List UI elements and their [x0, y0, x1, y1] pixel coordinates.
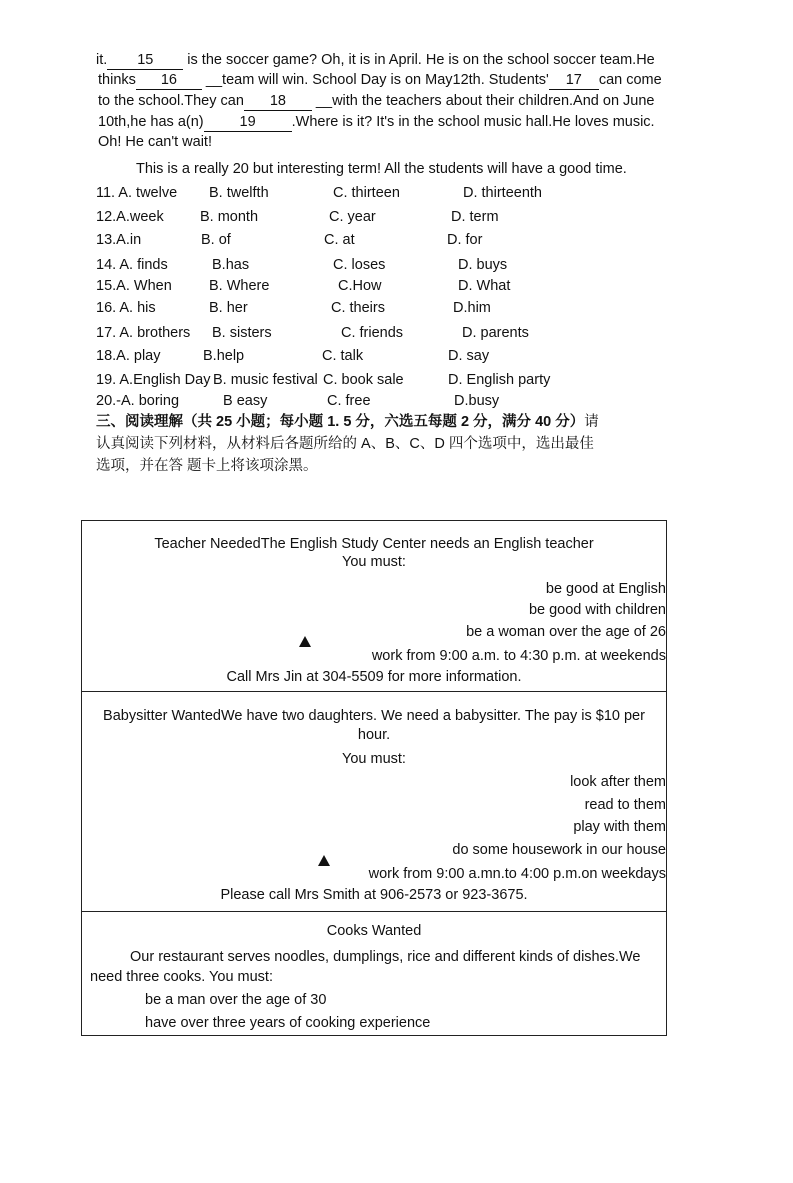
cooks-ad	[82, 912, 666, 1035]
question-option-c: C. year	[329, 209, 376, 225]
question-option-a: 14. A. finds	[96, 257, 168, 273]
question-option-d: D. for	[447, 232, 483, 248]
question-option-d: D. English party	[448, 372, 551, 388]
babysitter-req-1: look after them	[570, 774, 666, 790]
question-option-d: D. buys	[458, 257, 508, 273]
blank-17: 17	[549, 72, 599, 90]
passage-line-1	[96, 50, 655, 70]
bullet-triangle-icon	[318, 855, 330, 866]
cooks-ad-text: Our restaurant serves noodles, dumplings, rice and different kinds of dishes.We	[130, 949, 641, 965]
question-option-a: 16. A. his	[96, 300, 156, 316]
teacher-ad-call: Call Mrs Jin at 304-5509 for more information.	[226, 669, 522, 685]
question-option-b: B.help	[203, 348, 245, 364]
question-option-c: C. friends	[341, 325, 404, 341]
blank-19: 19	[204, 114, 292, 132]
teacher-ad	[82, 521, 666, 692]
passage-text: is the soccer game? Oh, it is in April. He is on the school soccer team.He	[183, 52, 655, 68]
passage-text: it.	[96, 52, 108, 68]
passage-text: __with the teachers about their children.And on June	[311, 93, 655, 109]
question-option-a: 19. A.English Day	[96, 372, 211, 388]
cooks-ad-title: Cooks Wanted	[326, 923, 422, 939]
question-option-a: 17. A. brothers	[96, 325, 191, 341]
teacher-req-3: be a woman over the age of 26	[466, 624, 666, 640]
question-option-c: C. talk	[322, 348, 364, 364]
babysitter-ad-title-2: hour.	[357, 727, 391, 743]
passage-text: to the school.They can	[98, 93, 244, 109]
section-3-title: 三、阅读理解（共 25 小题；每小题 1. 5 分，六选五每题 2 分，满分 40 分）	[96, 414, 585, 430]
teacher-req-2: be good with children	[528, 602, 666, 618]
question-option-d: D. term	[451, 209, 499, 225]
babysitter-req-5: work from 9:00 a.mn.to 4:00 p.m.on weekdays	[368, 866, 666, 882]
question-option-d: D. say	[448, 348, 490, 364]
question-option-d: D.busy	[454, 393, 500, 409]
question-option-c: C. theirs	[331, 300, 385, 316]
babysitter-ad	[82, 692, 666, 912]
cooks-ad-text-2: need three cooks. You must:	[90, 969, 273, 985]
teacher-ad-title: Teacher NeededThe English Study Center needs an English teacher	[154, 536, 594, 552]
cooks-req-2: have over three years of cooking experience	[145, 1015, 431, 1031]
passage-line-3	[98, 91, 655, 111]
question-option-b: B. twelfth	[209, 185, 269, 201]
question-option-a: 18.A. play	[96, 348, 161, 364]
question-option-b: B easy	[223, 393, 268, 409]
passage-line-5: Oh! He can't wait!	[98, 134, 212, 150]
cooks-req-1: be a man over the age of 30	[145, 992, 327, 1008]
question-option-a: 15.A. When	[96, 278, 172, 294]
passage-text: 10th,he has a(n)	[98, 114, 204, 130]
question-option-a: 11. A. twelve	[96, 185, 178, 201]
question-option-b: B. sisters	[212, 325, 272, 341]
question-option-c: C. free	[327, 393, 371, 409]
babysitter-ad-call: Please call Mrs Smith at 906-2573 or 923-3675.	[220, 887, 528, 903]
section-3-instructions	[96, 411, 686, 477]
question-option-d: D. parents	[462, 325, 529, 341]
teacher-req-1: be good at English	[545, 581, 666, 597]
question-option-b: B. her	[209, 300, 248, 316]
passage-line-4	[98, 112, 655, 132]
passage-line-2	[98, 70, 662, 90]
passage-text: can come	[598, 72, 662, 88]
question-option-d: D. What	[458, 278, 511, 294]
passage-text: .Where is it? It's in the school music hall.He loves music.	[291, 114, 655, 130]
question-option-c: C. at	[324, 232, 355, 248]
passage-text: __team will win. School Day is on May12th. Students'	[201, 72, 549, 88]
question-option-b: B. of	[201, 232, 231, 248]
bullet-triangle-icon	[299, 636, 311, 647]
question-option-b: B. music festival	[213, 372, 318, 388]
section-3-text: 选项，并在答 题卡上将该项涂黑。	[96, 458, 318, 474]
babysitter-ad-must: You must:	[342, 751, 406, 767]
passage-text: thinks	[98, 72, 136, 88]
passage-line-6: This is a really 20 but interesting term! All the students will have a good time.	[136, 161, 627, 177]
ads-table	[81, 520, 667, 1036]
babysitter-req-2: read to them	[584, 797, 666, 813]
question-option-b: B. Where	[209, 278, 270, 294]
question-option-c: C. thirteen	[333, 185, 400, 201]
blank-15: 15	[107, 52, 183, 70]
question-option-d: D.him	[453, 300, 491, 316]
question-option-a: 20.-A. boring	[96, 393, 180, 409]
question-option-c: C. loses	[333, 257, 386, 273]
teacher-ad-must: You must:	[342, 554, 406, 570]
question-option-b: B.has	[212, 257, 250, 273]
question-option-c: C. book sale	[323, 372, 404, 388]
babysitter-req-3: play with them	[573, 819, 666, 835]
question-option-c: C.How	[338, 278, 382, 294]
question-option-a: 12.A.week	[96, 209, 164, 225]
babysitter-req-4: do some housework in our house	[452, 842, 666, 858]
blank-16: 16	[136, 72, 202, 90]
question-option-d: D. thirteenth	[463, 185, 542, 201]
babysitter-ad-title: Babysitter WantedWe have two daughters. We need a babysitter. The pay is $10 per	[103, 708, 645, 724]
question-option-b: B. month	[200, 209, 259, 225]
section-3-text: 认真阅读下列材料，从材料后各题所给的 A、B、C、D 四个选项中，选出最佳	[96, 436, 594, 452]
blank-18: 18	[244, 93, 312, 111]
section-3-text: 请	[584, 414, 599, 430]
question-option-a: 13.A.in	[96, 232, 142, 248]
teacher-req-4: work from 9:00 a.m. to 4:30 p.m. at weekends	[371, 648, 666, 664]
